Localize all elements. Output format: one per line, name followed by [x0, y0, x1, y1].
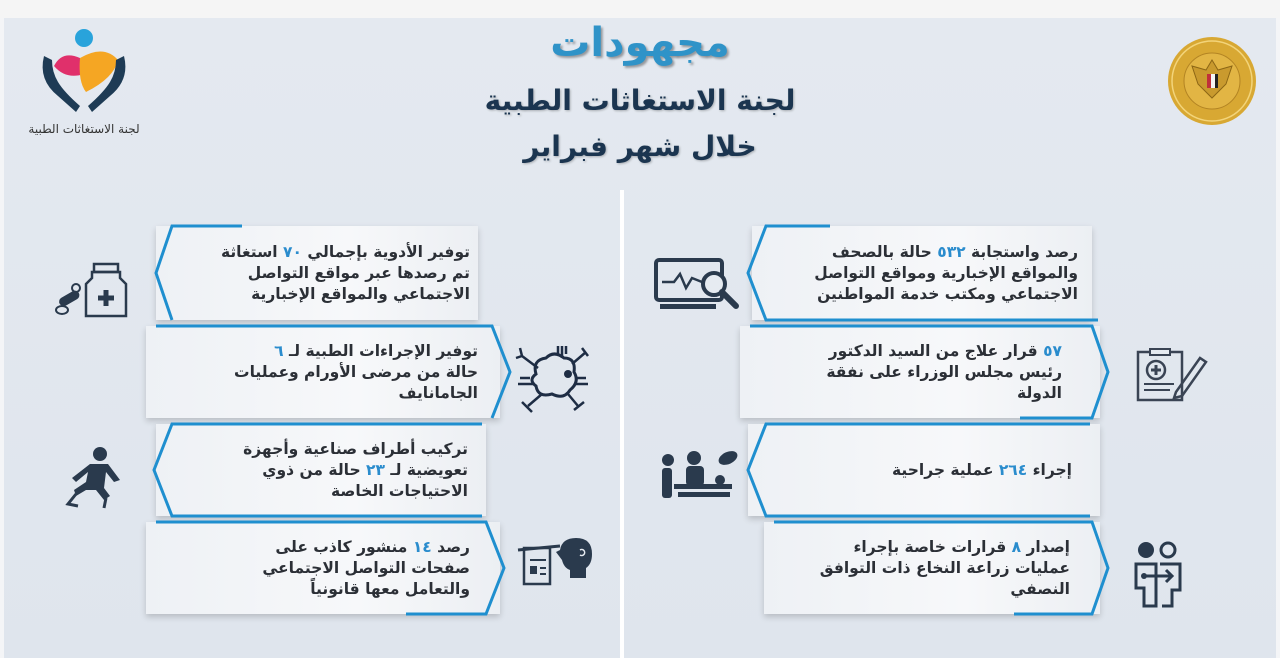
column-divider [620, 190, 624, 658]
cabinet-seal [1158, 36, 1266, 126]
top-strip [0, 0, 1280, 18]
page-subtitle: لجنة الاستغاثات الطبية [484, 84, 796, 117]
stat-card-fake-news [146, 522, 500, 614]
page-period: خلال شهر فبراير [523, 130, 757, 163]
card-text: توفير الإجراءات الطبية لـ ٦ حالة من مرضى الأورام وعمليات الجامانايف [234, 341, 478, 402]
transfer-people-icon [1130, 540, 1186, 610]
prosthetic-leg-icon [64, 444, 130, 510]
medicine-bottle-icon [54, 262, 134, 320]
committee-logo [14, 26, 154, 146]
card-text: رصد واستجابة ٥٣٢ حالة بالصحف والمواقع الإخبارية ومواقع التواصل الاجتماعي ومكتب خدمة المواطنين [814, 242, 1078, 303]
heart-hands-icon [14, 26, 154, 122]
fake-news-icon [516, 536, 596, 590]
card-text: رصد ١٤ منشور كاذب على صفحات التواصل الاجتماعي والتعامل معها قانونياً [262, 537, 470, 598]
card-text: إجراء ٢٦٤ عملية جراحية [891, 460, 1072, 479]
surgery-icon [656, 446, 740, 506]
card-text: توفير الأدوية بإجمالي ٧٠ استغاثة تم رصدها عبر مواقع التواصل الاجتماعي والمواقع الإخبارية [220, 242, 470, 303]
card-text: تركيب أطراف صناعية وأجهزة تعويضية لـ ٢٣ حالة من ذوي الاحتياجات الخاصة [243, 439, 468, 500]
eagle-seal-icon [1158, 36, 1266, 126]
card-text: ٥٧ قرار علاج من السيد الدكتور رئيس مجلس الوزراء على نفقة الدولة [826, 341, 1062, 402]
medical-report-icon [1134, 348, 1210, 404]
stat-card-oncology [146, 326, 500, 418]
page-title: مجهودات [550, 20, 730, 66]
stat-card-bone-marrow [764, 522, 1100, 614]
stat-card-surgeries [748, 424, 1100, 516]
stat-card-medicine [156, 226, 478, 320]
brain-tumor-icon [512, 344, 592, 414]
stat-card-prosthetics [156, 424, 486, 516]
card-text: إصدار ٨ قرارات خاصة بإجراء عمليات زراعة النخاع ذات التوافق النصفي [819, 537, 1070, 598]
stat-card-media-monitoring [752, 226, 1092, 320]
logo-caption: لجنة الاستغاثات الطبية [28, 122, 140, 136]
stat-card-treatment-decisions [740, 326, 1100, 418]
monitor-search-icon [652, 256, 744, 312]
